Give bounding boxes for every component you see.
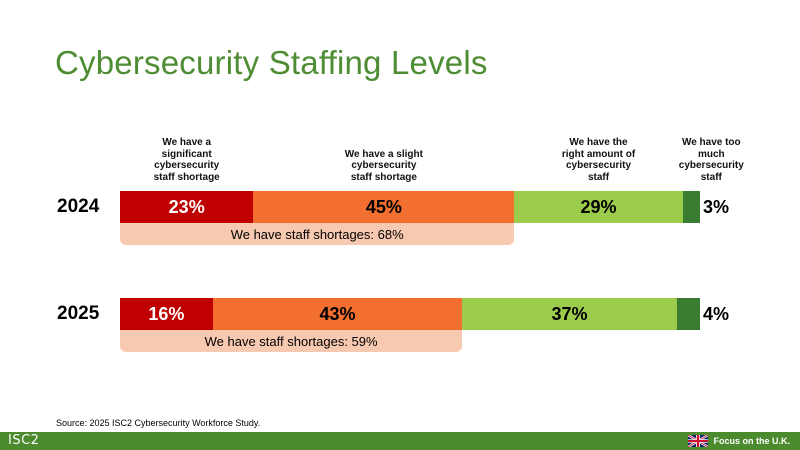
shortage-annotation: We have staff shortages: 59%	[120, 330, 462, 352]
uk-flag-icon	[688, 435, 708, 447]
data-label: 4%	[703, 304, 730, 324]
year-label: 2024	[57, 196, 100, 217]
source-note: Source: 2025 ISC2 Cybersecurity Workforce Study.	[56, 418, 261, 428]
page-title: Cybersecurity Staffing Levels	[55, 44, 488, 81]
bar-segment	[683, 191, 700, 223]
bar-segment: 23%	[120, 191, 253, 223]
bar-segment: 37%	[462, 298, 677, 330]
bar-segment: 45%	[253, 191, 514, 223]
bar-row	[120, 191, 700, 223]
year-label: 2025	[57, 303, 100, 324]
bar-segment: 29%	[514, 191, 682, 223]
bar-segment	[677, 298, 700, 330]
bar-row	[120, 298, 700, 330]
bar-segment: 16%	[120, 298, 213, 330]
footer-bar	[0, 432, 800, 450]
isc2-logo: ISC2	[8, 433, 40, 448]
column-label: We have a slight cybersecurity staff shortage	[344, 148, 423, 183]
column-label: We have too much cybersecurity staff	[678, 137, 744, 183]
data-label: 3%	[703, 197, 730, 217]
region-label: Focus on the U.K.	[713, 436, 790, 446]
bar-segment: 43%	[213, 298, 462, 330]
column-label: We have a significant cybersecurity staff shortage	[153, 137, 220, 183]
region-badge	[688, 435, 791, 447]
shortage-annotation: We have staff shortages: 68%	[120, 223, 514, 245]
column-label: We have the right amount of cybersecurity staff	[561, 137, 636, 183]
